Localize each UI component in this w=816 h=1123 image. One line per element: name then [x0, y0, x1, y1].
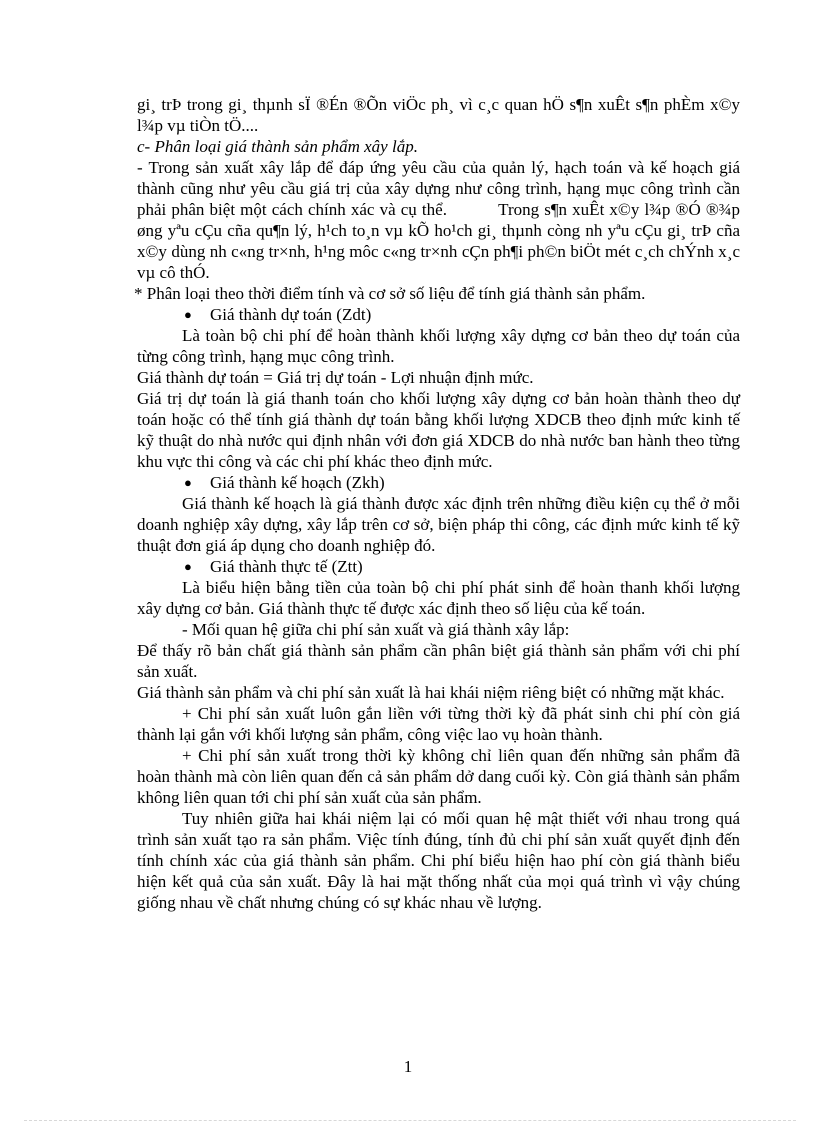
section-heading-c: c- Phân loại giá thành sản phẩm xây lắp. — [137, 137, 418, 156]
paragraph-legacy-font-1: gi¸ trÞ trong gi¸ thµnh sÏ ®Én ®Õn viÖc ph¸ vì c¸c quan hÖ s¶n xuÊt s¶n phÈm x©y l¾p vµ tiÒn tÖ.... — [137, 95, 740, 135]
bullet-label: Giá thành dự toán (Zdt) — [210, 305, 372, 324]
bullet-estimated-cost — [184, 304, 740, 325]
paragraph-two-concepts: Giá thành sản phẩm và chi phí sản xuất là hai khái niệm riêng biệt có những mặt khác. — [137, 683, 725, 702]
paragraph-estimated-value: Giá trị dự toán là giá thanh toán cho khối lượng xây dựng cơ bản hoàn thành theo dự toán hoặc có thể tính giá thành dự toán bằng khối lượng XDCB theo định mức kinh tế kỹ thuật do nhà nước qui định nhân với đơn giá XDCB do nhà nước ban hành theo từng khu vực thi công và các chi phí khác theo định mức. — [137, 389, 740, 471]
classification-legacy-text: Trong s¶n xuÊt x©y l¾p ®Ó ®¾p øng yªu cÇu cña qu¶n lý, h¹ch to¸n vµ kÕ ho¹ch gi¸ thµnh còng nh yªu cÇu gi¸ trÞ cña x©y dùng nh c«ng tr×nh, h¹ng môc c«ng tr×nh cÇn ph¶i ph©n biÖt mét c¸ch chÝnh x¸c vµ cô thÓ. — [137, 200, 741, 282]
bullet-actual-cost — [184, 556, 740, 577]
page-boundary-divider — [24, 1120, 796, 1121]
formula-estimated-cost: Giá thành dự toán = Giá trị dự toán - Lợi nhuận định mức. — [137, 368, 534, 387]
paragraph-conclusion: Tuy nhiên giữa hai khái niệm lại có mối quan hệ mật thiết với nhau trong quá trình sản xuất tạo ra sản phẩm. Việc tính đúng, tính đủ chi phí sản xuất quyết định đến tính chính xác của giá thành sản phẩm. Chi phí biểu hiện hao phí còn giá thành biểu hiện kết quả của sản xuất. Đây là hai mặt thống nhất của mọi quá trình vì vậy chúng giống nhau về chất nhưng chúng có sự khác nhau về lượng. — [137, 809, 740, 912]
bullet-dot-icon: ● — [184, 559, 192, 574]
paragraph-planned-def: Giá thành kế hoạch là giá thành được xác định trên những điều kiện cụ thể ở mỗi doanh nghiệp xây dựng, xây lắp trên cơ sở, biện pháp thi công, các định mức kinh tế kỹ thuật đơn giá áp dụng cho doanh nghiệp đó. — [137, 494, 740, 555]
subheading-relationship: - Mối quan hệ giữa chi phí sản xuất và giá thành xây lắp: — [182, 620, 570, 639]
page-number: 1 — [403, 1057, 413, 1076]
bullet-planned-cost — [184, 472, 740, 493]
paragraph-estimated-def: Là toàn bộ chi phí để hoàn thành khối lượng xây dựng cơ bản theo dự toán của từng công trình, hạng mục công trình. — [137, 326, 740, 366]
paragraph-point-1: + Chi phí sản xuất luôn gắn liền với từng thời kỳ đã phát sinh chi phí còn giá thành lại gắn với khối lượng sản phẩm, công việc lao vụ hoàn thành. — [137, 704, 740, 744]
bullet-label: Giá thành kế hoạch (Zkh) — [210, 473, 385, 492]
bullet-dot-icon: ● — [184, 475, 192, 490]
subheading-classification-time: * Phân loại theo thời điểm tính và cơ sở số liệu để tính giá thành sản phẩm. — [134, 284, 646, 303]
paragraph-actual-def: Là biểu hiện bằng tiền của toàn bộ chi phí phát sinh để hoàn thanh khối lượng xây dựng cơ bản. Giá thành thực tế được xác định theo số liệu của kế toán. — [137, 578, 740, 618]
classification-intro-text: - Trong sản xuất xây lắp để đáp ứng yêu cầu của quản lý, hạch toán và kế hoạch giá thành cũng như yêu cầu giá trị của xây dựng như công trình, hạng mục công trình cần phải phân biệt một cách chính xác và cụ thể. — [137, 158, 740, 219]
bullet-label: Giá thành thực tế (Ztt) — [210, 557, 363, 576]
paragraph-classification-intro — [137, 157, 740, 283]
paragraph-relationship-intro: Để thấy rõ bản chất giá thành sản phẩm cần phân biệt giá thành sản phẩm với chi phí sản xuất. — [137, 641, 740, 681]
paragraph-point-2: + Chi phí sản xuất trong thời kỳ không chỉ liên quan đến những sản phẩm đã hoàn thành mà còn liên quan đến cả sản phẩm dở dang cuối kỳ. Còn giá thành sản phẩm không liên quan tới chi phí sản xuất của sản phẩm. — [137, 746, 740, 807]
document-page — [134, 94, 741, 913]
bullet-dot-icon: ● — [184, 307, 192, 322]
